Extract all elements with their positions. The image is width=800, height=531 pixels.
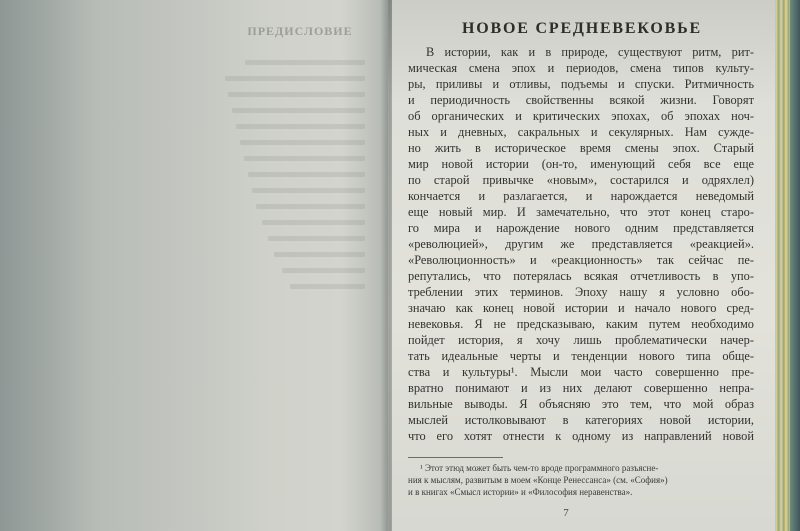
text-line: ства и культуры¹. Мысли мои часто совершенно пре-	[408, 365, 754, 379]
text-line: значаю как конец новой истории и начало новoго сред-	[408, 301, 754, 315]
left-page-title: ПРЕДИСЛОВИЕ	[247, 24, 353, 38]
footnote-line: ния к мыслям, развитым в моем «Конце Ренессанса» (см. «София»)	[408, 475, 668, 485]
text-line: об органических и критических эпохах, об эпохах ноч-	[408, 109, 754, 123]
text-line: мир новой истории (он-то, именующий себя все еще	[408, 157, 754, 171]
text-line: мыслей истолковывают в категориях новой истории,	[408, 413, 754, 427]
text-line: «революцией», другим же представляется «реакцией».	[408, 237, 754, 251]
cover-edge	[790, 0, 800, 531]
footnote-line: и в книгах «Смысл истории» и «Философия неравенства».	[408, 487, 633, 497]
text-line: ры, приливы и отливы, подъемы и спуски. Ритмичность	[408, 77, 754, 91]
text-line: ных и дневных, сакральных и секулярных. Нам сужде-	[408, 125, 754, 139]
text-line: и периодичность свойственны всякой жизни. Говорят	[408, 93, 754, 107]
text-line: что его хотят отнести к одному из направлений новой	[408, 429, 754, 443]
chapter-title: НОВОЕ СРЕДНЕВЕКОВЬЕ	[462, 20, 702, 37]
text-line: репутались, что потерялась всякая отчетливость в упо-	[408, 269, 754, 283]
text-line: вильные выводы. Я объясняю это тем, что мой образ	[408, 397, 754, 411]
left-page	[0, 0, 388, 531]
text-line: пойдет история, я хочу лишь проблематически начер-	[408, 333, 754, 347]
text-line: но жить в историческое время смены эпох. Старый	[408, 141, 754, 155]
text-line: «Революционность» и «реакционность» так сейчас пе-	[408, 253, 754, 267]
text-line: еще новый мир. И замечательно, что этот конец старо-	[408, 205, 754, 219]
text-line: вратно понимают и из них делают совершенно непра-	[408, 381, 754, 395]
text-line: го мира и нарождение нового одним представляется	[408, 221, 754, 235]
page-number: 7	[563, 507, 569, 519]
text-line: тать идеальные черты и тенденции нового типа обще-	[408, 349, 754, 363]
text-line: по старой привычке «новым», состарился и одряхлел)	[408, 173, 754, 187]
text-line: невековья. Я не предсказываю, каким путем необходимо	[408, 317, 754, 331]
text-line: треблении этих терминов. Эпоху нашу я условно обо-	[408, 285, 754, 299]
footnote-rule	[408, 457, 503, 458]
footnote-line: ¹ Этот этюд может быть чем-то вроде программного разъясне-	[420, 463, 659, 473]
left-page-bleedthrough	[0, 0, 388, 531]
text-line: мическая смена эпох и периодов, смена типов культу-	[408, 61, 754, 75]
text-line: кончается и разлагается, и нарождается неведомый	[408, 189, 754, 203]
text-line: В истории, как и в природе, существуют ритм, рит-	[426, 45, 754, 59]
